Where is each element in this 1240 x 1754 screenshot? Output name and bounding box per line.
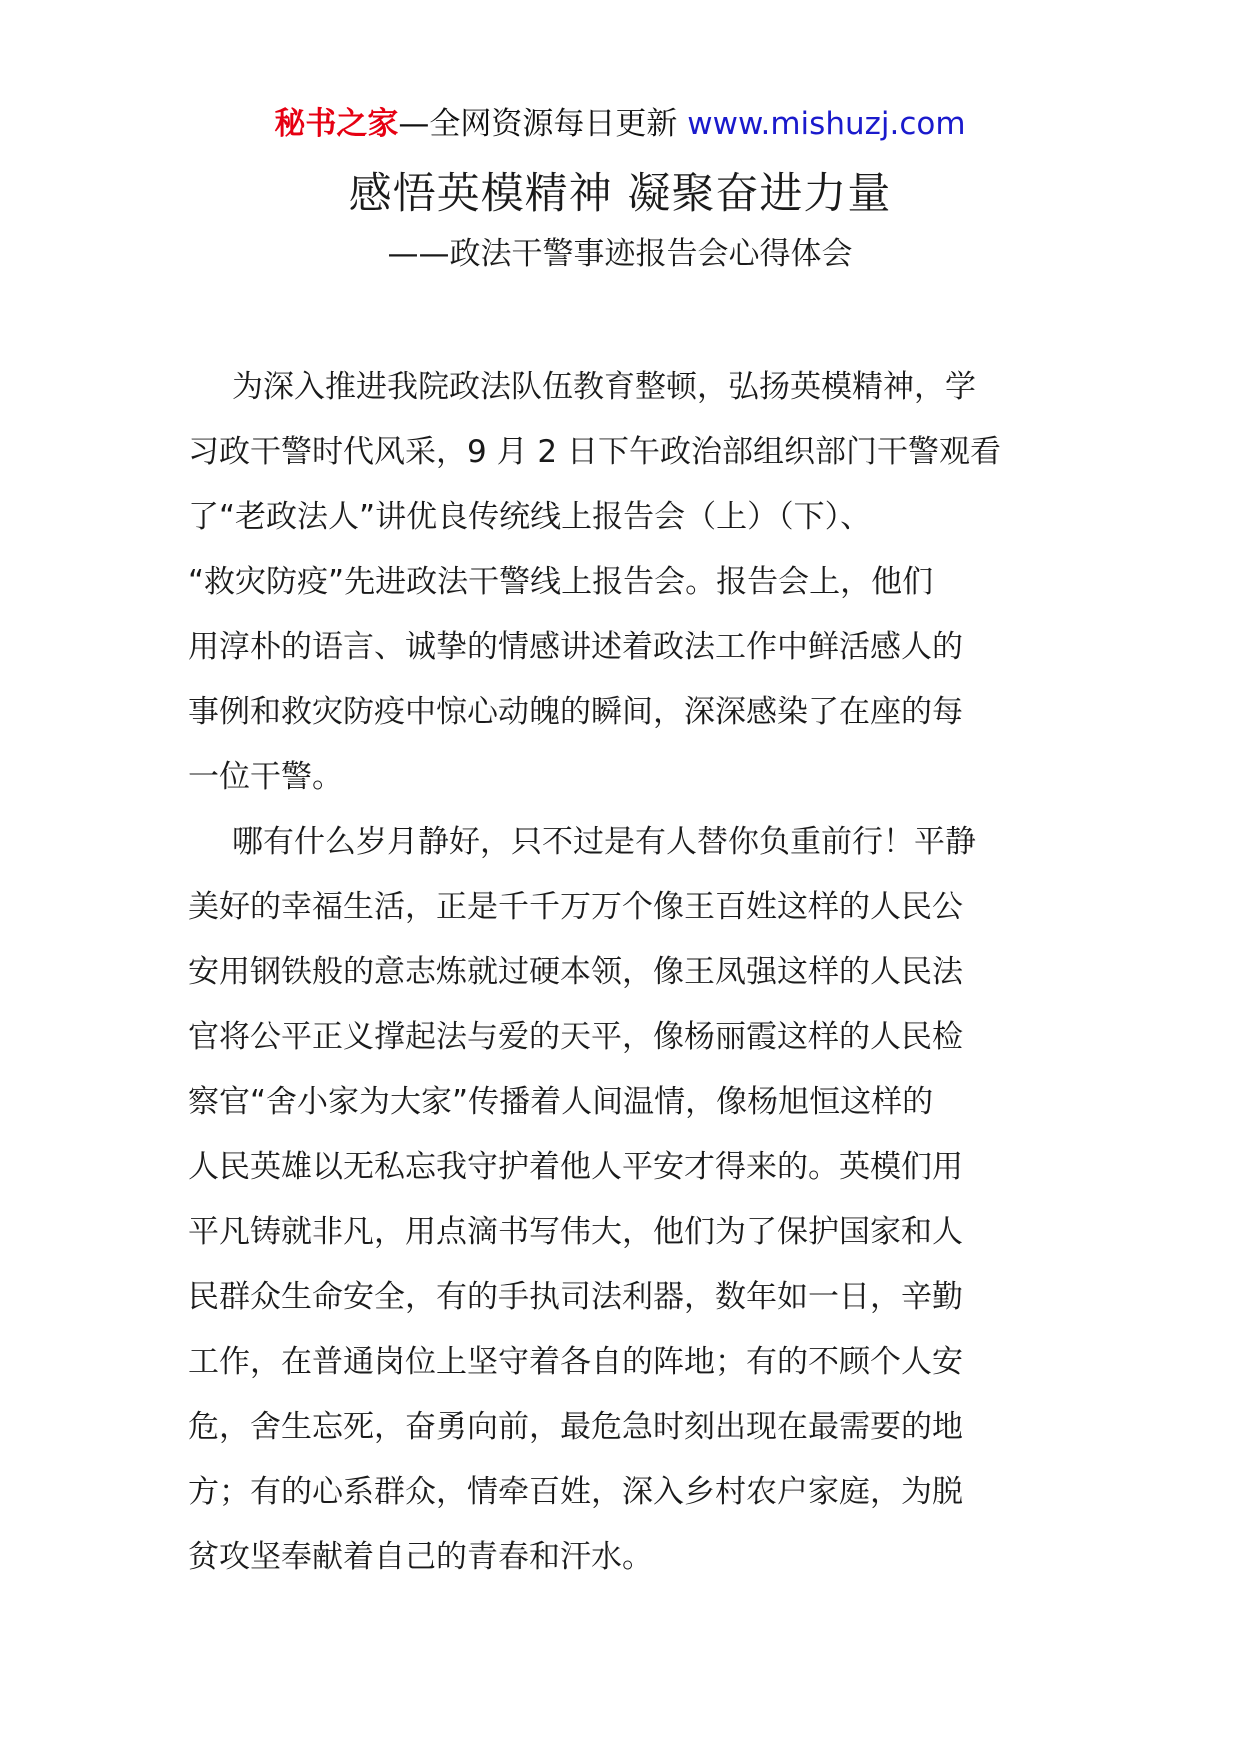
paragraph-line: 人民英雄以无私忘我守护着他人平安才得来的。英模们用 <box>188 1149 963 1185</box>
paragraph-line: 平凡铸就非凡，用点滴书写伟大，他们为了保护国家和人 <box>188 1214 963 1250</box>
paragraph-line: 事例和救灾防疫中惊心动魄的瞬间，深深感染了在座的每 <box>188 694 963 730</box>
paragraph-line: 美好的幸福生活，正是千千万万个像王百姓这样的人民公 <box>188 889 963 925</box>
paragraph-line: 一位干警。 <box>188 759 343 795</box>
article-title: 感悟英模精神 凝聚奋进力量 <box>348 169 892 219</box>
paragraph-line: 官将公平正义撑起法与爱的天平，像杨丽霞这样的人民检 <box>188 1019 963 1055</box>
paragraph-line: 工作，在普通岗位上坚守着各自的阵地；有的不顾个人安 <box>188 1344 963 1380</box>
paragraph-line: 安用钢铁般的意志炼就过硬本领，像王凤强这样的人民法 <box>188 954 963 990</box>
paragraph-line: 察官“舍小家为大家”传播着人间温情，像杨旭恒这样的 <box>188 1084 934 1120</box>
brand-name: 秘书之家 <box>274 106 399 142</box>
paragraph-line: 习政干警时代风采，9 月 2 日下午政治部组织部门干警观看 <box>188 434 1002 470</box>
paragraph-line: 为深入推进我院政法队伍教育整顿，弘扬英模精神，学 <box>232 369 976 405</box>
paragraph-line: 用淳朴的语言、诚挚的情感讲述着政法工作中鲜活感人的 <box>188 629 963 665</box>
paragraph-line: 哪有什么岁月静好，只不过是有人替你负重前行！平静 <box>232 824 976 860</box>
paragraph-line: 危，舍生忘死，奋勇向前，最危急时刻出现在最需要的地 <box>188 1409 963 1445</box>
paragraph-1 <box>188 355 1058 810</box>
paragraph-line: 了“老政法人”讲优良传统线上报告会（上）（下）、 <box>188 499 872 535</box>
paragraph-line: 方；有的心系群众，情牵百姓，深入乡村农户家庭，为脱 <box>188 1474 963 1510</box>
site-banner <box>0 104 1240 144</box>
paragraph-line: “救灾防疫”先进政法干警线上报告会。报告会上，他们 <box>188 564 934 600</box>
banner-tagline: —全网资源每日更新 <box>398 106 678 142</box>
paragraph-line: 贫攻坚奉献着自己的青春和汗水。 <box>188 1539 653 1575</box>
site-url-link[interactable]: www.mishuzj.com <box>687 106 966 142</box>
paragraph-2 <box>188 810 1058 1590</box>
article-body <box>188 355 1058 1590</box>
paragraph-line: 民群众生命安全，有的手执司法利器，数年如一日，辛勤 <box>188 1279 963 1315</box>
article-subtitle: ——政法干警事迹报告会心得体会 <box>387 236 853 272</box>
